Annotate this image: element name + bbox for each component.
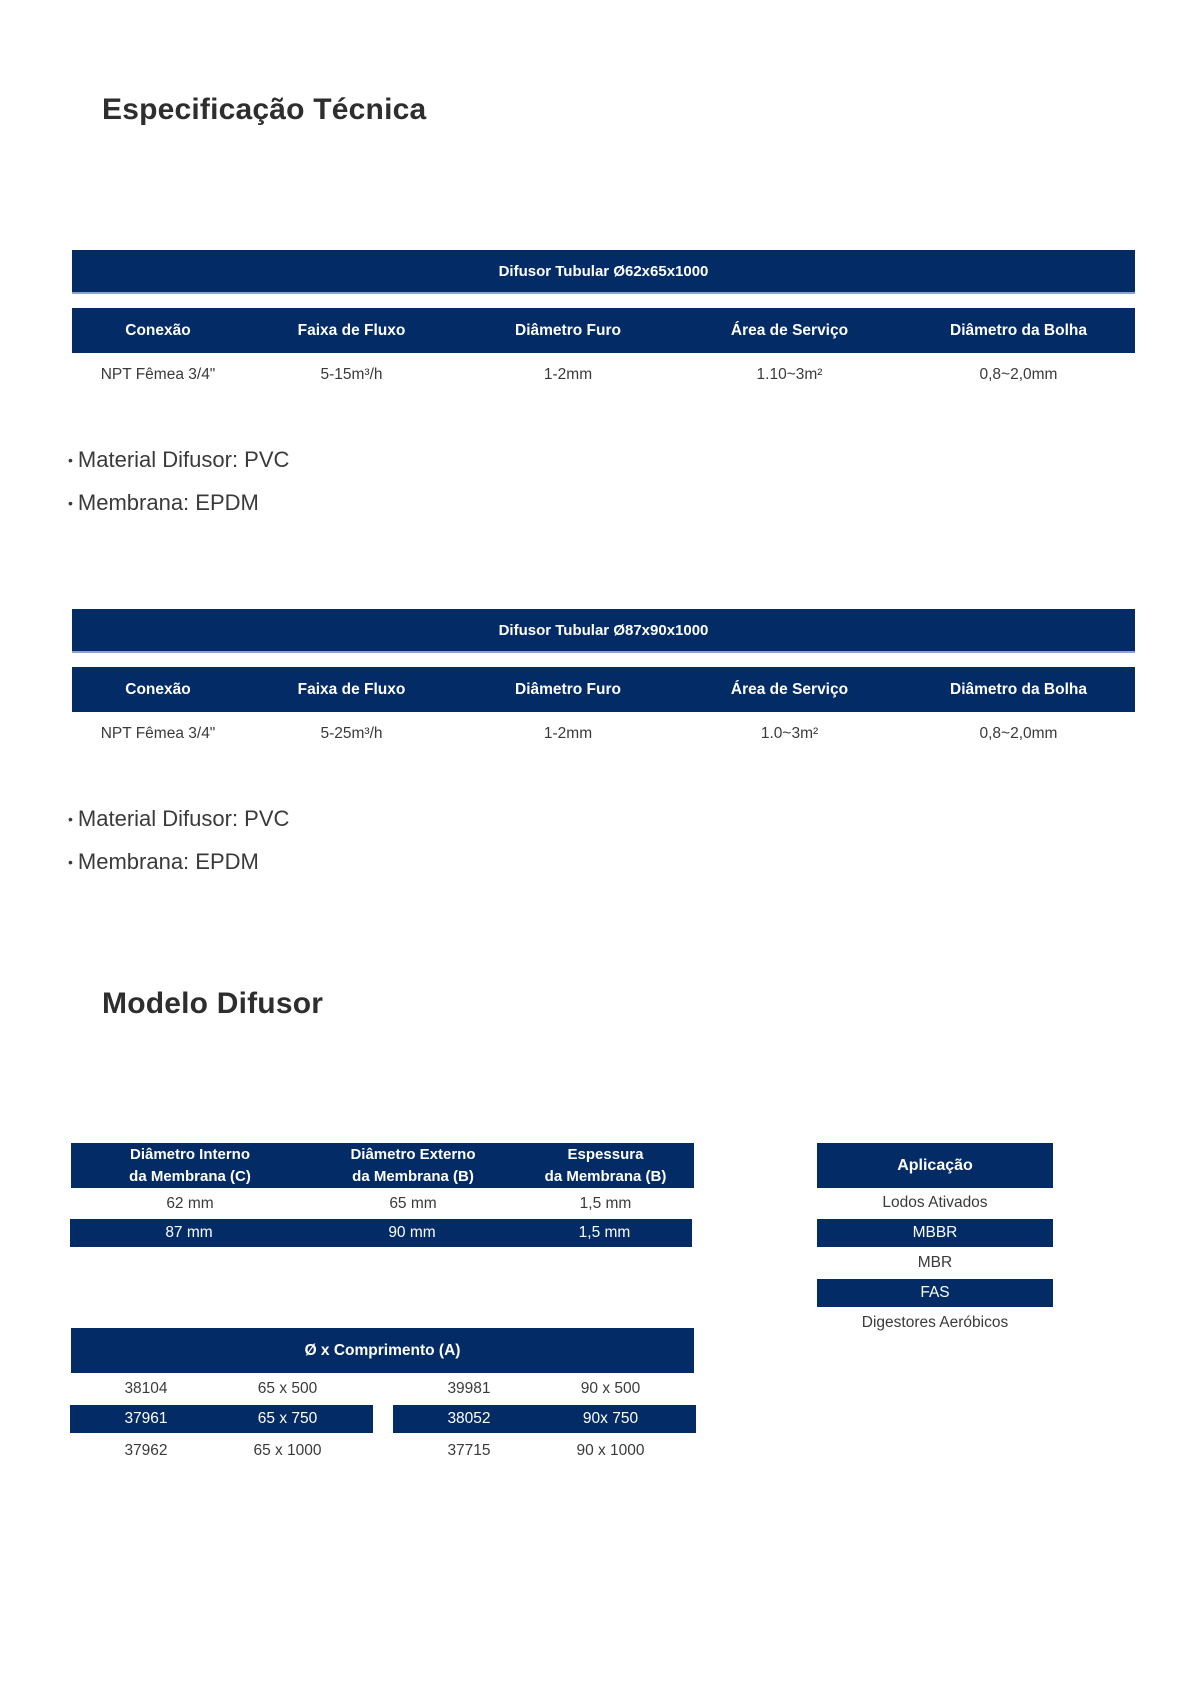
spec-table-header: [72, 667, 1135, 712]
model-size: 65 x 500: [257, 1379, 318, 1397]
model-code: 38104: [124, 1379, 168, 1397]
length-table-header: Ø x Comprimento (A): [71, 1328, 694, 1373]
col-header-hole: Diâmetro Furo: [515, 321, 621, 339]
table-row: [71, 1435, 694, 1466]
spec-table-header: [72, 308, 1135, 353]
col-header-area: Área de Serviço: [730, 680, 849, 698]
bullet-item: • Material Difusor: PVC: [68, 805, 290, 831]
spec-table-title: Difusor Tubular Ø87x90x1000: [72, 609, 1135, 653]
col-header-hole: Diâmetro Furo: [515, 680, 621, 698]
length-table: [71, 1328, 694, 1466]
bullet-item: • Membrana: EPDM: [68, 489, 259, 515]
application-table: [817, 1143, 1053, 1338]
spec-table-row: [72, 353, 1135, 397]
bullet-list-1: [68, 438, 289, 524]
value-hole: 1-2mm: [543, 725, 593, 742]
col-header-thickness: Espessura da Membrana (B): [544, 1145, 667, 1185]
value-area: 1.0~3m²: [760, 725, 819, 742]
table-row: 87 mm 90 mm 1,5 mm: [70, 1219, 692, 1247]
col-header-connection: Conexão: [125, 680, 191, 698]
bullet-list-2: [68, 797, 289, 883]
model-size: 90 x 1000: [576, 1441, 645, 1459]
col-header-area: Área de Serviço: [730, 321, 849, 339]
value-area: 1.10~3m²: [756, 366, 823, 383]
value-bubble: 0,8~2,0mm: [979, 725, 1058, 742]
bullet-item: • Membrana: EPDM: [68, 848, 259, 874]
model-code: 37715: [447, 1441, 491, 1459]
bullet-icon: •: [68, 451, 73, 468]
model-size: 65 x 750: [257, 1410, 318, 1427]
application-item: Digestores Aeróbicos: [861, 1314, 1009, 1331]
membrane-table-header: [71, 1143, 694, 1188]
value-flow: 5-25m³/h: [320, 725, 383, 742]
col-header-flow: Faixa de Fluxo: [297, 680, 406, 698]
spec-table-row: [72, 712, 1135, 756]
col-header-connection: Conexão: [125, 321, 191, 339]
col-header-inner: Diâmetro Interno da Membrana (C): [129, 1145, 251, 1185]
model-code: 39981: [447, 1379, 491, 1397]
value-hole: 1-2mm: [543, 366, 593, 383]
col-header-bubble: Diâmetro da Bolha: [950, 321, 1087, 339]
model-code: 37961: [124, 1410, 168, 1427]
spec-table-62: [72, 250, 1135, 397]
model-size: 65 x 1000: [253, 1441, 322, 1459]
model-size: 90 x 500: [580, 1379, 641, 1397]
value-connection: NPT Fêmea 3/4": [100, 366, 216, 383]
value-flow: 5-15m³/h: [320, 366, 383, 383]
table-row: [71, 1404, 694, 1435]
spec-table-87: [72, 609, 1135, 756]
application-item: Lodos Ativados: [882, 1194, 988, 1211]
application-item: MBBR: [817, 1219, 1053, 1247]
model-code: 37962: [124, 1441, 168, 1459]
model-code: 38052: [447, 1410, 491, 1427]
value-bubble: 0,8~2,0mm: [979, 366, 1058, 383]
application-item: MBR: [917, 1254, 953, 1271]
col-header-flow: Faixa de Fluxo: [297, 321, 406, 339]
table-row: 62 mm 65 mm 1,5 mm: [166, 1194, 632, 1212]
application-item: FAS: [817, 1279, 1053, 1307]
application-header: Aplicação: [817, 1143, 1053, 1188]
membrane-table: [71, 1143, 694, 1247]
value-connection: NPT Fêmea 3/4": [100, 725, 216, 742]
model-size: 90x 750: [582, 1410, 639, 1427]
section-title-spec: Especificação Técnica: [102, 93, 427, 126]
table-row: [71, 1373, 694, 1404]
bullet-item: • Material Difusor: PVC: [68, 446, 290, 472]
bullet-icon: •: [68, 810, 73, 827]
bullet-icon: •: [68, 853, 73, 870]
bullet-icon: •: [68, 494, 73, 511]
section-title-model: Modelo Difusor: [102, 987, 324, 1020]
spec-table-title: Difusor Tubular Ø62x65x1000: [72, 250, 1135, 294]
col-header-outer: Diâmetro Externo da Membrana (B): [350, 1145, 476, 1185]
col-header-bubble: Diâmetro da Bolha: [950, 680, 1087, 698]
